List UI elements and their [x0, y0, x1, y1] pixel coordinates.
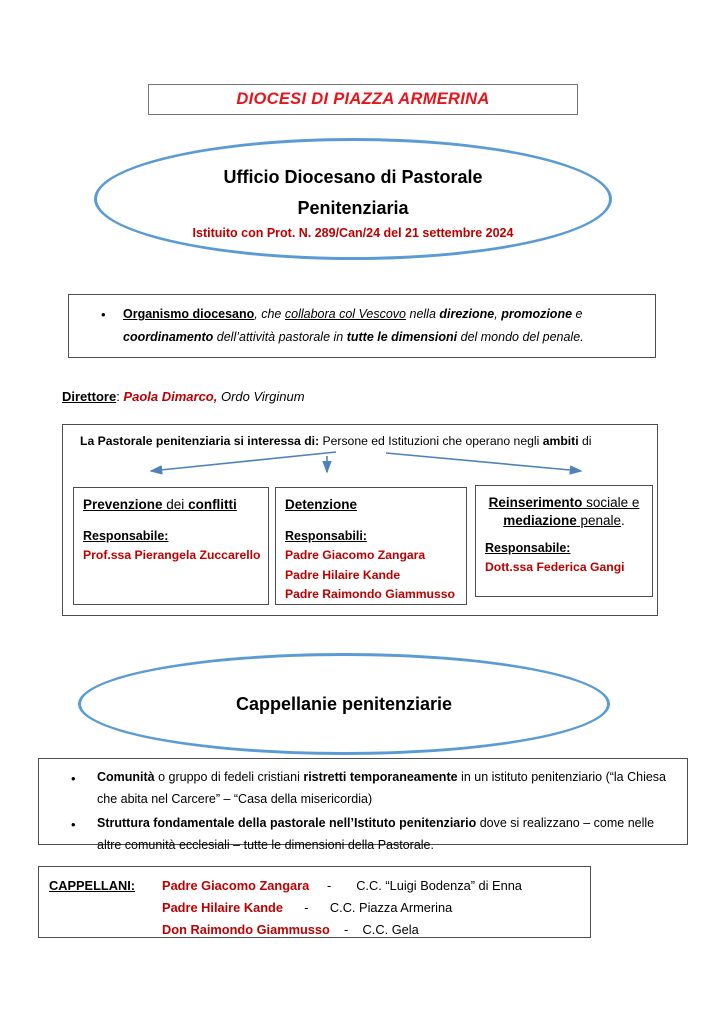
- office-name-line1: Ufficio Diocesano di Pastorale: [223, 166, 483, 187]
- diocese-title-box: [148, 84, 578, 115]
- chaplain-row: Don Raimondo Giammusso - C.C. Gela: [162, 921, 419, 937]
- chaplaincies-bullet-1-text: Comunità o gruppo di fedeli cristiani ristretti temporaneamente in un istituto penitenziario (“la Chiesa che abita nel Carcere” – “Casa della misericordia): [97, 770, 667, 806]
- intro-bullet-text: Organismo diocesano, che collabora col Vescovo nella direzione, promozione e coordinamento dell’attività pastorale in tutte le dimensioni del mondo del penale.: [123, 307, 584, 345]
- diocese-title: DIOCESI DI PIAZZA ARMERINA: [236, 90, 490, 108]
- area-detenzione-heading: Detenzione: [285, 497, 358, 512]
- pastorale-header: La Pastorale penitenziaria si interessa di: Persone ed Istituzioni che operano negli ambiti di: [80, 434, 592, 448]
- intro-box: [68, 294, 656, 358]
- area-reinserimento-box: [475, 485, 653, 597]
- pastorale-section-box: [62, 424, 658, 616]
- chaplaincies-bullet-1: [71, 767, 675, 810]
- chaplains-label: CAPPELLANI:: [49, 878, 136, 893]
- chaplaincies-title: Cappellanie penitenziarie: [235, 693, 453, 714]
- responsible-name: Dott.ssa Federica Gangi: [485, 560, 625, 575]
- area-detenzione-names: [285, 546, 457, 605]
- intro-bullet-row: [101, 303, 639, 349]
- responsible-name: Padre Hilaire Kande: [285, 567, 401, 582]
- area-prevenzione-heading: Prevenzione dei conflitti: [83, 497, 237, 512]
- director-line: Direttore: Paola Dimarco, Ordo Virginum: [62, 389, 305, 404]
- area-detenzione-role-label: Responsabili:: [285, 529, 367, 544]
- chaplain-row: Padre Hilaire Kande - C.C. Piazza Armerina: [162, 899, 453, 915]
- bullet-icon: •: [71, 771, 76, 786]
- area-reinserimento-role-label: Responsabile:: [485, 541, 571, 556]
- office-ellipse: [94, 138, 612, 260]
- bullet-icon: •: [71, 817, 76, 832]
- responsible-name: Padre Raimondo Giammusso: [285, 587, 455, 602]
- area-detenzione-box: [275, 487, 467, 605]
- area-prevenzione-role-label: Responsabile:: [83, 529, 169, 544]
- bullet-icon: •: [101, 307, 106, 322]
- chaplaincies-bullet-2: [71, 813, 675, 856]
- responsible-name: Prof.ssa Pierangela Zuccarello: [83, 548, 261, 563]
- office-subtitle: Istituito con Prot. N. 289/Can/24 del 21 settembre 2024: [192, 226, 514, 241]
- responsible-name: Padre Giacomo Zangara: [285, 548, 426, 563]
- office-name-line2: Penitenziaria: [297, 197, 409, 218]
- chaplaincies-description-box: [38, 758, 688, 852]
- chaplains-box: [38, 866, 591, 938]
- chaplaincies-bullet-2-text: Struttura fondamentale della pastorale nell’Istituto penitenziario dove si realizzano – come nelle altre comunità ecclesiali – tutte le dimensioni della Pastorale.: [97, 816, 655, 852]
- area-reinserimento-heading: Reinserimento sociale e mediazione penale.: [488, 495, 640, 529]
- area-prevenzione-box: [73, 487, 269, 605]
- chaplain-row: Padre Giacomo Zangara - C.C. “Luigi Bodenza” di Enna: [162, 878, 522, 893]
- chaplains-rows: [162, 875, 522, 940]
- area-reinserimento-names: [485, 558, 643, 578]
- chaplaincies-ellipse: [78, 653, 610, 755]
- area-prevenzione-names: [83, 546, 259, 566]
